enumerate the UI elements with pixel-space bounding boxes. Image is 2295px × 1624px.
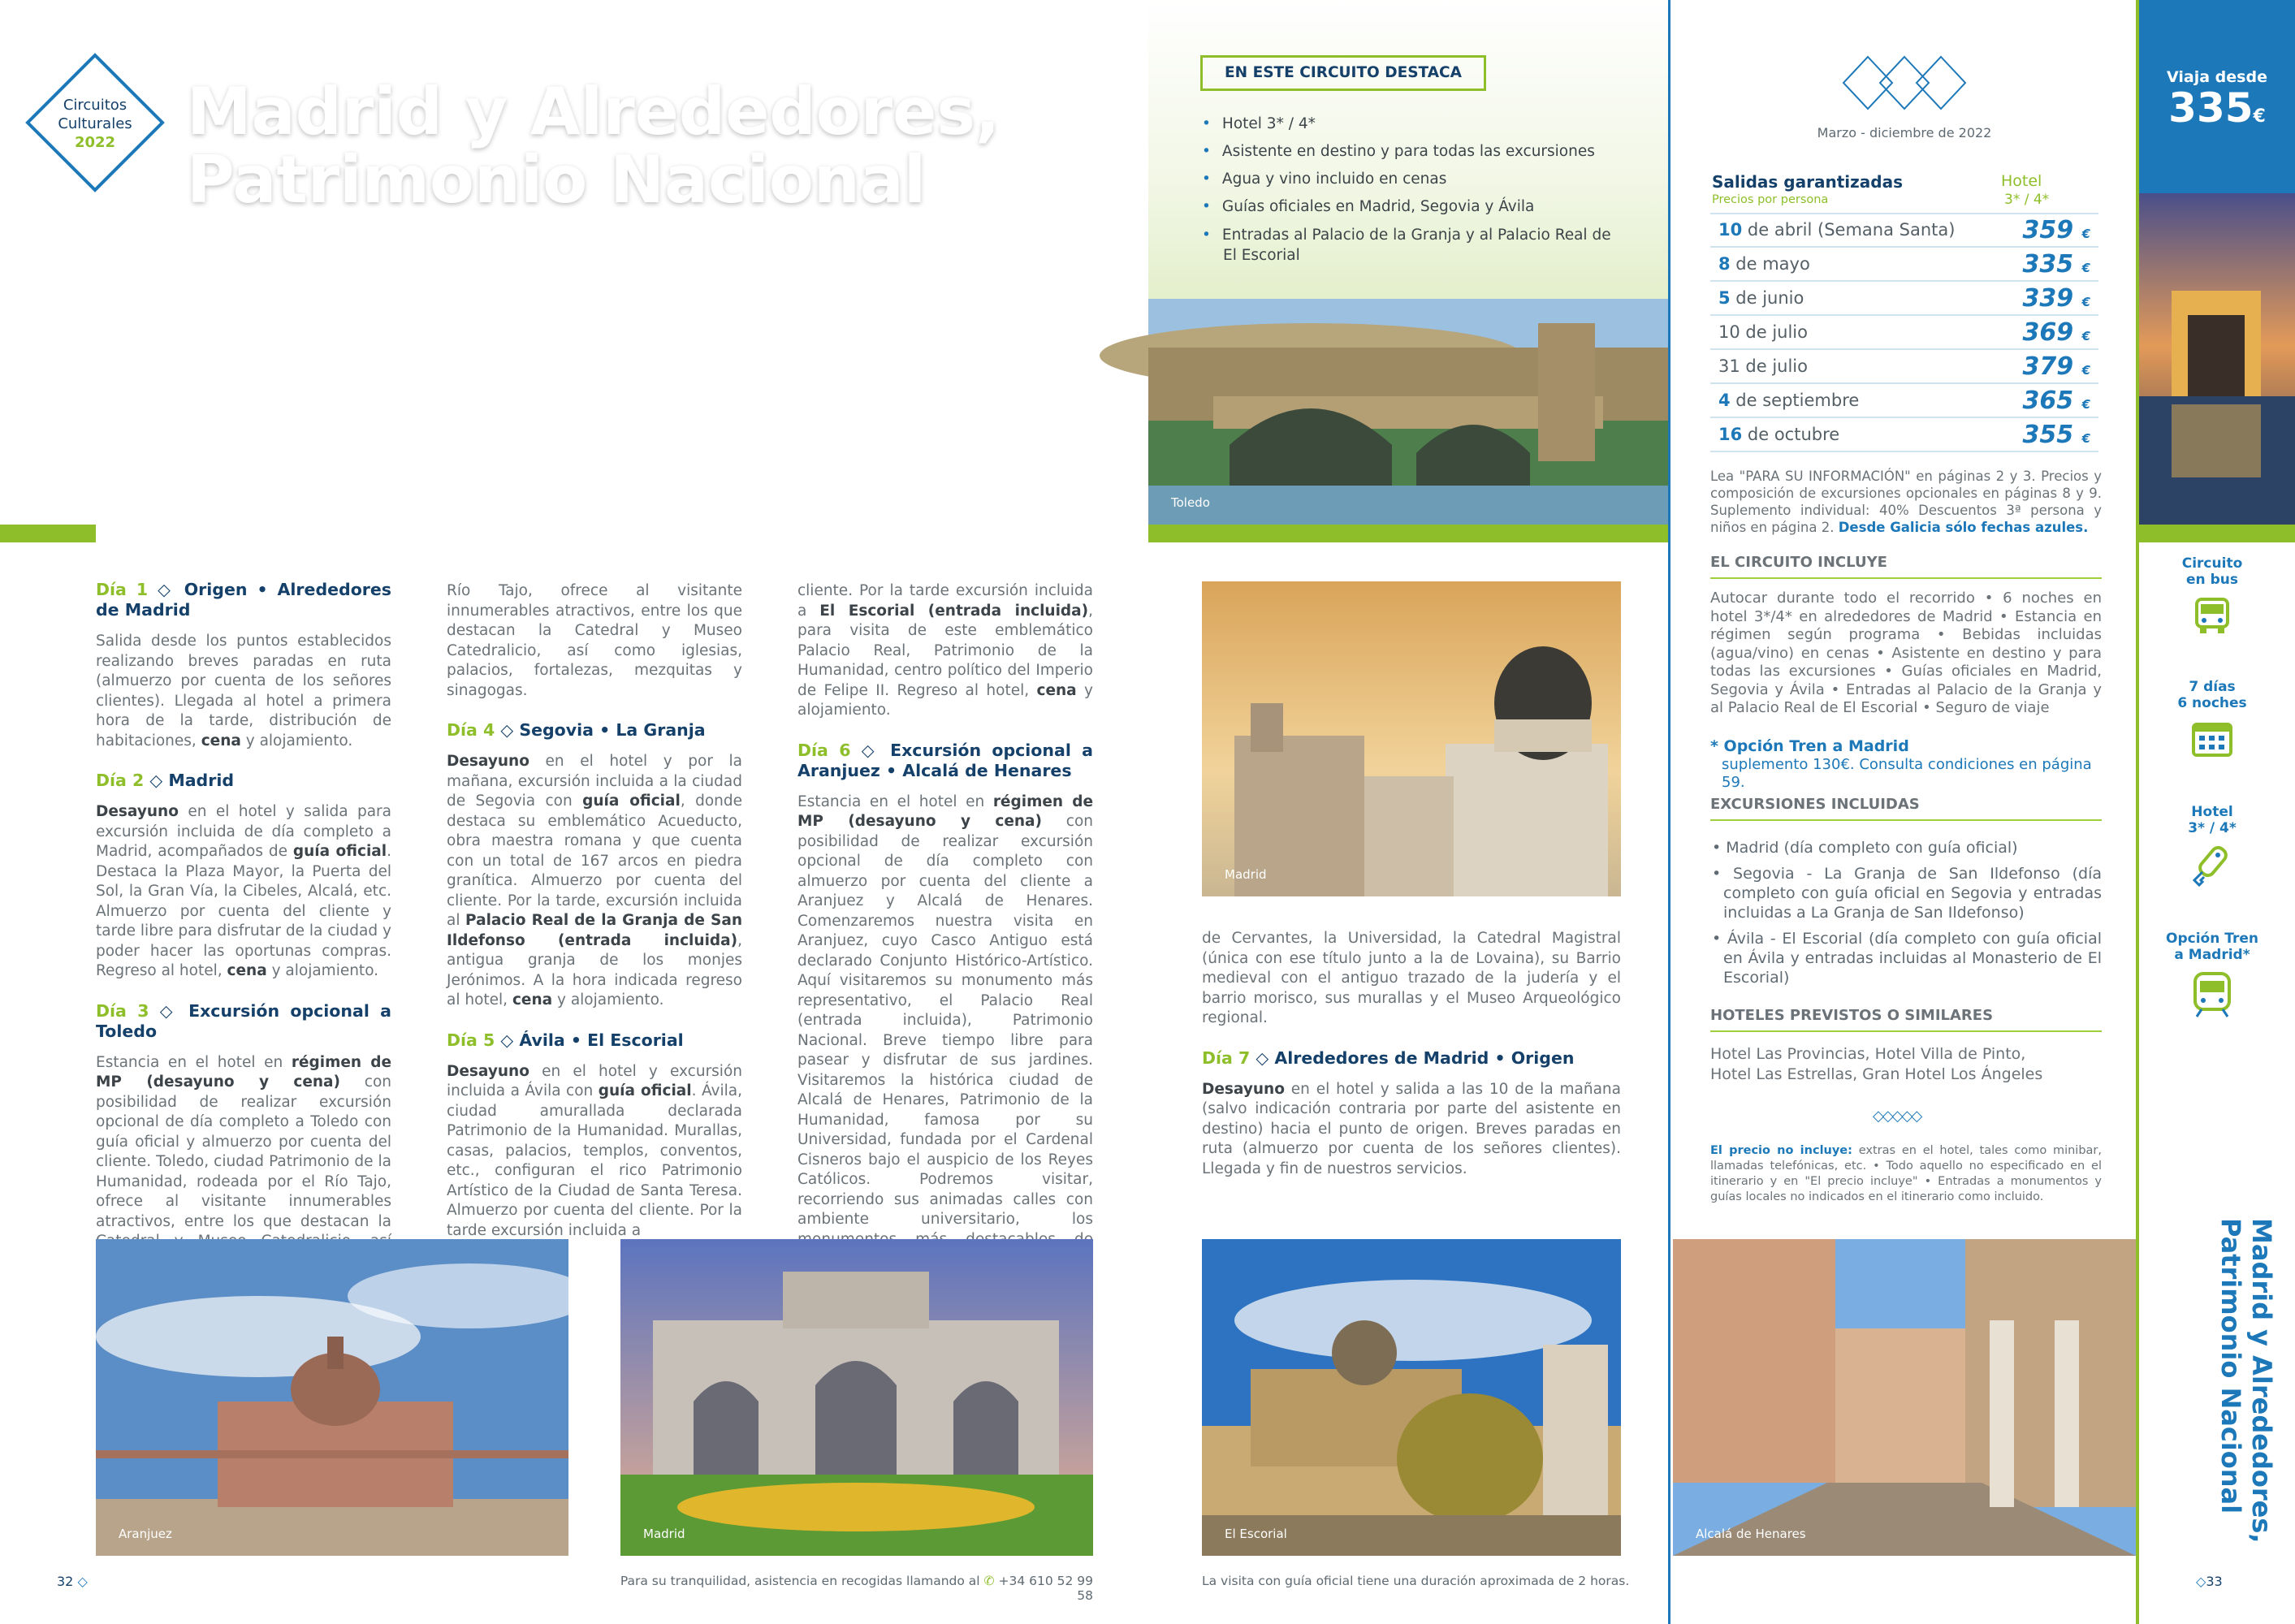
includes-text: Autocar durante todo el recorrido • 6 noches en hotel 3*/4* en alrededores de Madrid • Estancia en régimen según programa • Bebidas incluidas (agua/vino) en cenas • Asistente en destino y para todas las excursiones • Guías oficiales en Madrid, Segovia y Ávila • Entradas al Palacio de la Granja y al Palacio Real de El Escorial • Seguro de viaje — [1710, 590, 2102, 716]
price-row: 5 de junio 339 € — [1710, 282, 2098, 316]
green-band-mid — [1148, 525, 1668, 542]
photo-madrid-metropolis — [1202, 581, 1621, 896]
page-number-right: ◇33 — [2196, 1574, 2223, 1589]
circuit-badge — [26, 54, 164, 192]
caption-toledo: Toledo — [1171, 495, 1210, 510]
highlight-item: • Entradas al Palacio de la Granja y al Palacio Real de El Escorial — [1202, 221, 1624, 266]
day6-text-continued: de Cervantes, la Universidad, la Catedral Magistral (única con ese título junto a la de Lovaina), su Barrio medieval con el antiguo trazado de la judería y el barrio morisco, sus murallas y el Museo Arqueológico regional. — [1202, 930, 1621, 1026]
highlight-item: • Agua y vino incluido en cenas — [1202, 166, 1624, 193]
highlights-title: EN ESTE CIRCUITO DESTACA — [1200, 55, 1486, 91]
prices-header — [1710, 172, 2098, 214]
prices-hotel: Hotel — [2001, 172, 2042, 190]
photo-el-escorial — [1202, 1239, 1621, 1556]
day6-text: Estancia en el hotel en régimen de MP (desayuno y cena) con posibilidad de realizar excursión opcional de día completo con almuerzo por cuenta del cliente a Aranjuez y Alcalá de Henares. Comenzaremos nuestra visita en Aranjuez, cuyo Casco Antiguo está declarado Conjunto Histórico-Artístico. Aquí visitaremos su monumento más representativo, el Palacio Real (entrada incluida), Patrimonio Nacional. Breve tiempo libre para pasear y disfrutar de sus jardines. Visitaremos la histórica ciudad de Alcalá de Henares, Patrimonio de la Humanidad, famosa por su Universidad, fundada por el Cardenal Cisneros bajo el auspicio de los Reyes Católicos. Podremos visitar, recorriendo sus animadas calles con ambiente universitario, los — [797, 793, 1094, 1228]
guide-duration-note: La visita con guía oficial tiene una duración aproximada de 2 horas. — [1202, 1574, 1630, 1588]
caption-madrid-1: Madrid — [1225, 867, 1267, 882]
day5-heading: Día 5 ◇ Ávila • El Escorial — [447, 1030, 684, 1050]
highlight-item: • Guías oficiales en Madrid, Segovia y Ávila — [1202, 193, 1624, 221]
day7-heading: Día 7 ◇ Alrededores de Madrid • Origen — [1202, 1047, 1575, 1068]
price-row: 10 de julio 369 € — [1710, 316, 2098, 350]
itinerary-column-1 — [96, 567, 392, 1230]
feature-bus: Circuito en bus — [2141, 555, 2284, 639]
includes-title: EL CIRCUITO INCLUYE — [1710, 554, 2102, 579]
hotels-list: Hotel Las Provincias, Hotel Villa de Pinto, Hotel Las Estrellas, Gran Hotel Los Ángeles — [1710, 1045, 2043, 1083]
photo-alcala — [1673, 1239, 2136, 1556]
excursions-title: EXCURSIONES INCLUIDAS — [1710, 796, 2102, 821]
from-price: 335€ — [2168, 84, 2266, 132]
excursion-item: • Ávila - El Escorial (día completo con guía oficial en Ávila y entradas incluidas al Monasterio de El Escorial) — [1710, 929, 2102, 987]
phone-number[interactable]: +34 610 52 99 58 — [998, 1574, 1093, 1603]
price-row: 10 de abril (Semana Santa) 359 € — [1710, 214, 2098, 248]
panel-divider — [1668, 0, 1670, 1624]
vertical-title-line1: Madrid y Alrededores, — [2246, 1218, 2277, 1544]
day3-text: Estancia en el hotel en régimen de MP (desayuno y cena) con posibilidad de realizar excursión opcional de día completo a Toledo con guía oficial y almuerzo por cuenta del cliente. Toledo, ciudad Patrimonio de la Humanidad, rodeada por el Río Tajo, ofrece al visitante innumerables atractivos, entre los que destacan la — [96, 1053, 392, 1230]
photo-puerta-alcala — [620, 1239, 1093, 1556]
train-option-title: * Opción Tren a Madrid — [1710, 737, 1909, 755]
prices-sub: Precios por persona — [1712, 193, 1829, 206]
prices-head: Salidas garantizadas — [1712, 172, 1903, 192]
bus-icon — [2193, 596, 2231, 635]
day1-text: Salida desde los puntos establecidos realizando breves paradas en ruta (almuerzo por cuenta de los señores clientes). Llegada al hotel a primera hora de la tarde, distribución de habitaciones, cena y alojamiento. — [96, 633, 391, 749]
date-range: Marzo - diciembre de 2022 — [1817, 125, 1992, 140]
green-band-left — [0, 525, 96, 542]
day7-text: Desayuno en el hotel y salida a las 10 de la mañana (salvo indicación contraria por parte del asistente en destino) hacia el punto de origen. Breves paradas en ruta (almuerzo por cuenta de los señores clientes). Llegada y fin de nuestros servicios. — [1202, 1080, 1621, 1177]
day6-heading: Día 6 ◇ Excursión opcional a Aranjuez • Alcalá de Henares — [797, 740, 1093, 780]
title-line2: Patrimonio Nacional — [187, 142, 927, 218]
price-row: 31 de julio 379 € — [1710, 350, 2098, 384]
day2-heading: Día 2 ◇ Madrid — [96, 771, 235, 790]
price-from-box — [2139, 0, 2295, 193]
not-included: El precio no incluye: extras en el hotel, tales como minibar, llamadas telefónicas, etc. • Todo aquello no especificado en el itinerario y en "El precio incluye" • Entradas a monumentos y guías locales no indicados en el itinerario como incluido. — [1710, 1144, 2102, 1203]
caption-alcala: Alcalá de Henares — [1696, 1527, 1806, 1541]
day5-text-continued: cliente. Por la tarde excursión incluida a El Escorial (entrada incluida), para visita de este emblemático Palacio Real, Patrimonio de la Humanidad, centro político del Imperio de Felipe II. Regreso al hotel, cena y alojamiento. — [797, 582, 1094, 719]
decor-diamonds — [1843, 55, 1965, 116]
hotels-title: HOTELES PREVISTOS O SIMILARES — [1710, 1007, 2102, 1032]
price-row: 4 de septiembre 365 € — [1710, 384, 2098, 418]
assistance-note: Para su tranquilidad, asistencia en recogidas llamando al ✆ +34 610 52 99 58 — [620, 1574, 1093, 1603]
day4-text: Desayuno en el hotel y por la mañana, excursión incluida a la ciudad de Segovia con guía oficial, donde destaca su emblemático Acueducto, obra maestra romana y que cuenta con un total de 167 arcos en piedra granítica. Almuerzo por cuenta del cliente. Por la tarde, excursión incluida al Palacio Real de la Granja de San Ildefonso (entrada incluida), antigua granja de los monjes Jerónimos. A la hora indicada regreso al hotel, cena y alojamiento. — [447, 753, 742, 1009]
vertical-title — [2163, 1218, 2277, 1559]
caption-segovia: Segovia — [119, 513, 167, 528]
itinerary-column-2 — [447, 581, 742, 1239]
day2-text: Desayuno en el hotel y salida para excursión incluida de día completo a Madrid, acompañados de guía oficial. Destaca la Plaza Mayor, la Puerta del Sol, la Gran Vía, la Cibeles, Alcalá, etc. Almuerzo por cuenta del cliente y tarde libre para disfrutar de la ciudad y poder hacer las oportunas compras. Regreso al hotel, cena y alojamiento. — [96, 803, 391, 979]
highlight-item: • Hotel 3* / 4* — [1202, 110, 1624, 138]
day1-heading: Día 1 ◇ Origen • Alrededores de Madrid — [96, 580, 392, 620]
train-option-text: suplemento 130€. Consulta condiciones en página 59. — [1722, 755, 2092, 791]
highlights-list — [1202, 110, 1624, 266]
badge-line1: Circuitos — [63, 97, 128, 114]
key-icon — [2191, 844, 2233, 887]
badge-year: 2022 — [74, 134, 116, 151]
itinerary-column-4 — [1202, 929, 1621, 1186]
feature-duration: 7 días 6 noches — [2141, 679, 2284, 762]
phone-icon: ✆ — [983, 1574, 995, 1588]
price-row: 8 de mayo 335 € — [1710, 248, 2098, 282]
excursion-item: • Madrid (día completo con guía oficial) — [1710, 838, 2102, 857]
decor-small-diamonds: ◇◇◇◇◇ — [1873, 1108, 1921, 1124]
highlight-item: • Asistente en destino y para todas las excursiones — [1202, 138, 1624, 166]
green-band-right — [2139, 525, 2295, 542]
photo-toledo — [1148, 299, 1668, 525]
caption-madrid-2: Madrid — [643, 1527, 685, 1541]
day3-text-continued: Río Tajo, ofrece al visitante innumerables atractivos, entre los que destacan la Catedral y Museo Catedralicio, así como iglesias, palacios, fortalezas, mezquitas y sinagogas. — [447, 582, 742, 699]
excursion-item: • Segovia - La Granja de San Ildefonso (día completo con guía oficial en Segovia y entradas incluidas a La Granja de San Ildefonso) — [1710, 864, 2102, 922]
train-icon — [2192, 971, 2232, 1018]
feature-hotel: Hotel 3* / 4* — [2141, 804, 2284, 891]
from-label: Viaja desde — [2167, 68, 2267, 86]
day5-text: Desayuno en el hotel y excursión incluida a Ávila con guía oficial. Ávila, ciudad amurallada declarada Patrimonio de la Humanidad. Murallas, casas, palacios, templos, conventos, etc., configuran el rico Patrimonio Artístico de la Ciudad de Santa Teresa. Almuerzo por cuenta del cliente. Por la tarde excursión incluida a — [447, 1062, 742, 1239]
prices-table — [1710, 214, 2098, 452]
page-title — [187, 74, 1001, 218]
feature-train: Opción Tren a Madrid* — [2141, 931, 2284, 1022]
train-option — [1710, 737, 2102, 793]
photo-aranjuez — [96, 1239, 568, 1556]
day3-heading: Día 3 ◇ Excursión opcional a Toledo — [96, 1000, 391, 1041]
badge-line2: Culturales — [58, 115, 132, 132]
excursions-list — [1710, 838, 2102, 994]
prices-note: Lea "PARA SU INFORMACIÓN" en páginas 2 y 3. Precios y composición de excursiones opcionales en páginas 8 y 9. Suplemento individual: 40% Descuentos 3ª persona y niños en página 2. Desde Galicia sólo fechas azules. — [1710, 469, 2102, 535]
vertical-title-line2: Patrimonio Nacional — [2215, 1218, 2246, 1514]
title-line1: Madrid y Alrededores, — [187, 74, 1001, 149]
itinerary-column-3 — [797, 581, 1094, 1228]
calendar-icon — [2191, 719, 2233, 758]
day4-heading: Día 4 ◇ Segovia • La Granja — [447, 720, 706, 740]
photo-temple-debod — [2139, 193, 2295, 533]
caption-aranjuez: Aranjuez — [119, 1527, 172, 1541]
price-row: 16 de octubre 355 € — [1710, 418, 2098, 452]
page-number-left: 32 ◇ — [57, 1574, 88, 1589]
caption-el-escorial: El Escorial — [1225, 1527, 1287, 1541]
prices-stars: 3* / 4* — [2004, 192, 2050, 208]
